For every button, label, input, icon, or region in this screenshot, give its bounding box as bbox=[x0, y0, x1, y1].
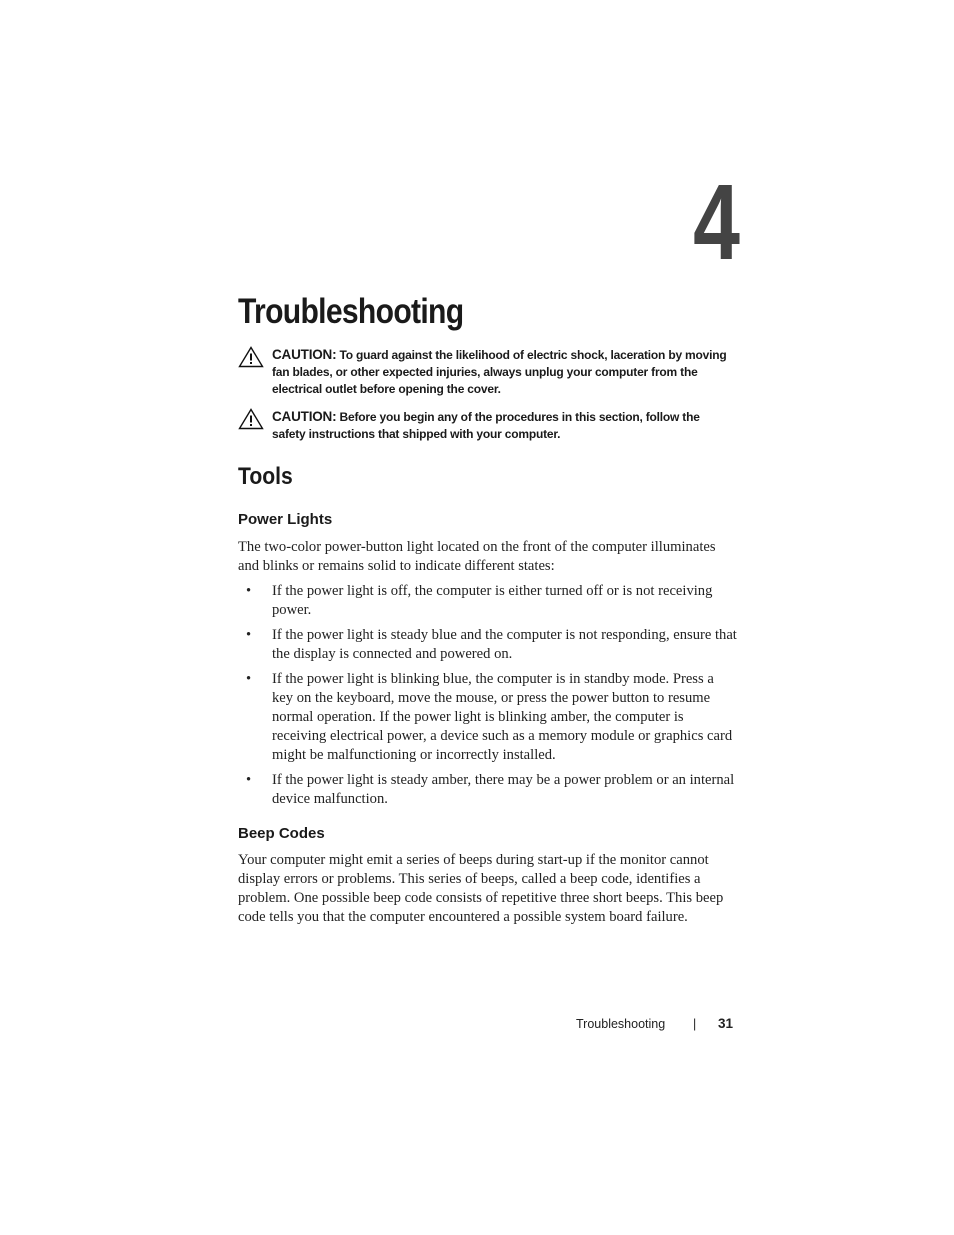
caution-notice bbox=[238, 346, 735, 398]
page-footer bbox=[560, 1015, 735, 1035]
power-lights-intro: The two-color power-button light located on the front of the computer illuminates and blinks or remains solid to indicate different states: bbox=[238, 539, 716, 574]
list-item bbox=[238, 670, 738, 765]
caution-body: Before you begin any of the procedures in this section, follow the safety instructions that shipped with your computer. bbox=[272, 410, 700, 441]
subsection-heading-power-lights: Power Lights bbox=[238, 511, 333, 528]
caution-notice bbox=[238, 408, 735, 443]
list-item bbox=[238, 626, 738, 664]
subsection-heading-beep-codes: Beep Codes bbox=[238, 825, 325, 842]
caution-text bbox=[272, 408, 735, 443]
caution-label: CAUTION: bbox=[272, 409, 337, 424]
bullet-icon: • bbox=[246, 772, 252, 788]
footer-separator: | bbox=[693, 1017, 697, 1031]
beep-codes-text: Your computer might emit a series of beeps during start-up if the monitor cannot display errors or problems. This series of beeps, called a beep code, identifies a problem. One possible beep code consists of repetitive three short beeps. This beep code tells you that the computer encountered a possible system board failure. bbox=[238, 852, 724, 925]
bullet-icon: • bbox=[246, 671, 252, 687]
chapter-title: Troubleshooting bbox=[238, 292, 464, 331]
list-item-text: If the power light is off, the computer is either turned off or is not receiving power. bbox=[272, 583, 713, 618]
bullet-icon: • bbox=[246, 583, 252, 599]
list-item-text: If the power light is steady amber, there may be a power problem or an internal device malfunction. bbox=[272, 772, 735, 807]
caution-body: To guard against the likelihood of electric shock, laceration by moving fan blades, or other expected injuries, always unplug your computer from the electrical outlet before opening the cover. bbox=[272, 348, 727, 396]
caution-text bbox=[272, 346, 735, 398]
page-number: 31 bbox=[717, 1016, 733, 1031]
section-heading-tools: Tools bbox=[238, 463, 293, 490]
list-item bbox=[238, 582, 738, 620]
warning-triangle-icon bbox=[238, 408, 264, 430]
caution-label: CAUTION: bbox=[272, 347, 337, 362]
list-item-text: If the power light is blinking blue, the computer is in standby mode. Press a key on the keyboard, move the mouse, or press the power button to resume normal operation. If the power light is blinking amber, the computer is receiving electrical power, a device such as a memory module or graphics card might be malfunctioning or incorrectly installed. bbox=[272, 671, 733, 763]
power-lights-list bbox=[238, 582, 738, 815]
list-item-text: If the power light is steady blue and the computer is not responding, ensure that the display is connected and powered on. bbox=[272, 627, 737, 662]
list-item bbox=[238, 771, 738, 809]
warning-triangle-icon bbox=[238, 346, 264, 368]
footer-title: Troubleshooting bbox=[576, 1017, 666, 1031]
bullet-icon: • bbox=[246, 627, 252, 643]
chapter-number: 4 bbox=[693, 161, 740, 282]
